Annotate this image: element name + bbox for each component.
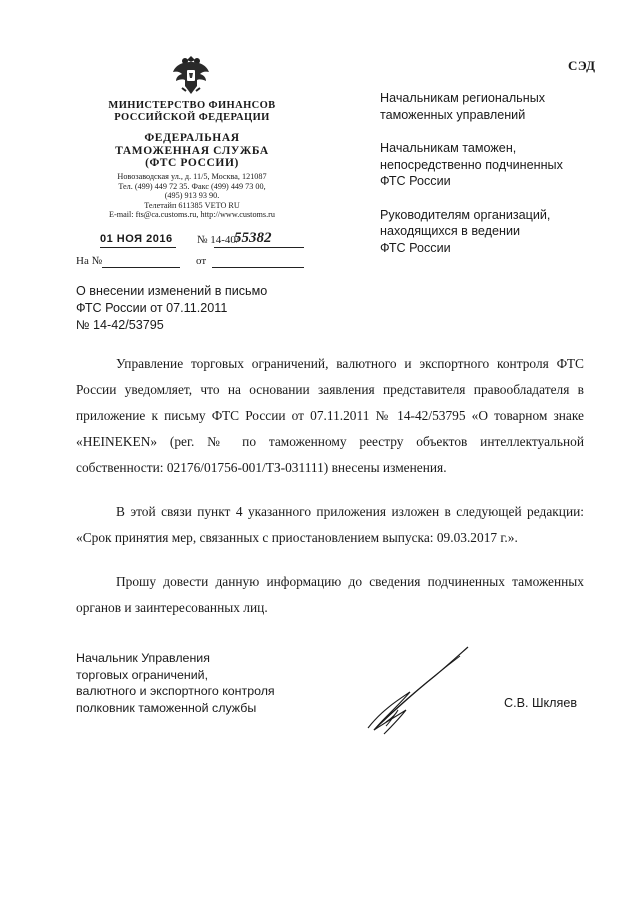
address-line: Новозаводская ул., д. 11/5, Москва, 121087 <box>117 172 267 181</box>
ministry-name: МИНИСТЕРСТВО ФИНАНСОВ РОССИЙСКОЙ ФЕДЕРАЦИИ <box>108 100 276 123</box>
sed-stamp: СЭД <box>568 58 596 73</box>
signer-position: Начальник Управления торговых ограничений, валютного и экспортного контроля полковник таможенной службы <box>76 651 275 715</box>
teletype-line: Телетайп 611385 VETO RU <box>144 200 240 210</box>
letter-subject: О внесении изменений в письмо ФТС России от 07.11.2011 № 14-42/53795 <box>76 284 268 332</box>
coat-of-arms-emblem <box>170 50 212 96</box>
reference-number-label: На № <box>76 255 103 267</box>
recipients-block <box>380 90 610 273</box>
registration-date: 01 НОЯ 2016 <box>100 233 173 245</box>
recipient-organizations: Руководителям организаций, находящихся в ведении ФТС России <box>380 207 551 255</box>
phone-line: Тел. (499) 449 72 35. Факс (499) 449 73 00, <box>118 181 266 191</box>
registration-number-prefix: № 14-40/ <box>197 234 239 246</box>
email-line: E-mail: fts@ca.customs.ru, http://www.customs.ru <box>109 210 275 220</box>
letter-body <box>76 351 584 621</box>
reference-line <box>76 255 306 269</box>
handwritten-signature <box>356 640 486 740</box>
registration-line <box>76 230 306 248</box>
recipient-regional-customs: Начальникам региональных таможенных управлений <box>380 91 546 122</box>
body-paragraph: Управление торговых ограничений, валютного и экспортного контроля ФТС России уведомляет, что на основании заявления представителя правообладателя в приложение к письму ФТС России от 07.11.2011 № 14-42/53795 «О товарном знаке «HEINEKEN» (рег. № по таможенному реестру объектов интеллектуальной собственности: 02176/01756-001/ТЗ-031111) внесены изменения. <box>76 356 584 475</box>
reference-date-underline <box>212 267 304 268</box>
body-paragraph: Прошу довести данную информацию до сведения подчиненных таможенных органов и заинтересованных лиц. <box>76 574 584 615</box>
sender-address <box>86 172 298 220</box>
date-underline <box>100 247 176 248</box>
reference-number-underline <box>102 267 180 268</box>
service-name: ФЕДЕРАЛЬНАЯ ТАМОЖЕННАЯ СЛУЖБА (ФТС РОССИИ) <box>115 132 269 169</box>
registration-number-handwritten: 55382 <box>234 230 272 246</box>
body-paragraph: В этой связи пункт 4 указанного приложения изложен в следующей редакции: «Срок принятия мер, связанных с приостановлением выпуска: 09.03.2017 г.». <box>76 504 584 545</box>
phone-line-2: (495) 913 93 90. <box>164 191 220 201</box>
recipient-customs-heads: Начальникам таможен, непосредственно подчиненных ФТС России <box>380 141 563 188</box>
reference-date-label: от <box>196 255 207 267</box>
number-underline <box>214 247 304 248</box>
signer-name: С.В. Шкляев <box>504 696 578 710</box>
